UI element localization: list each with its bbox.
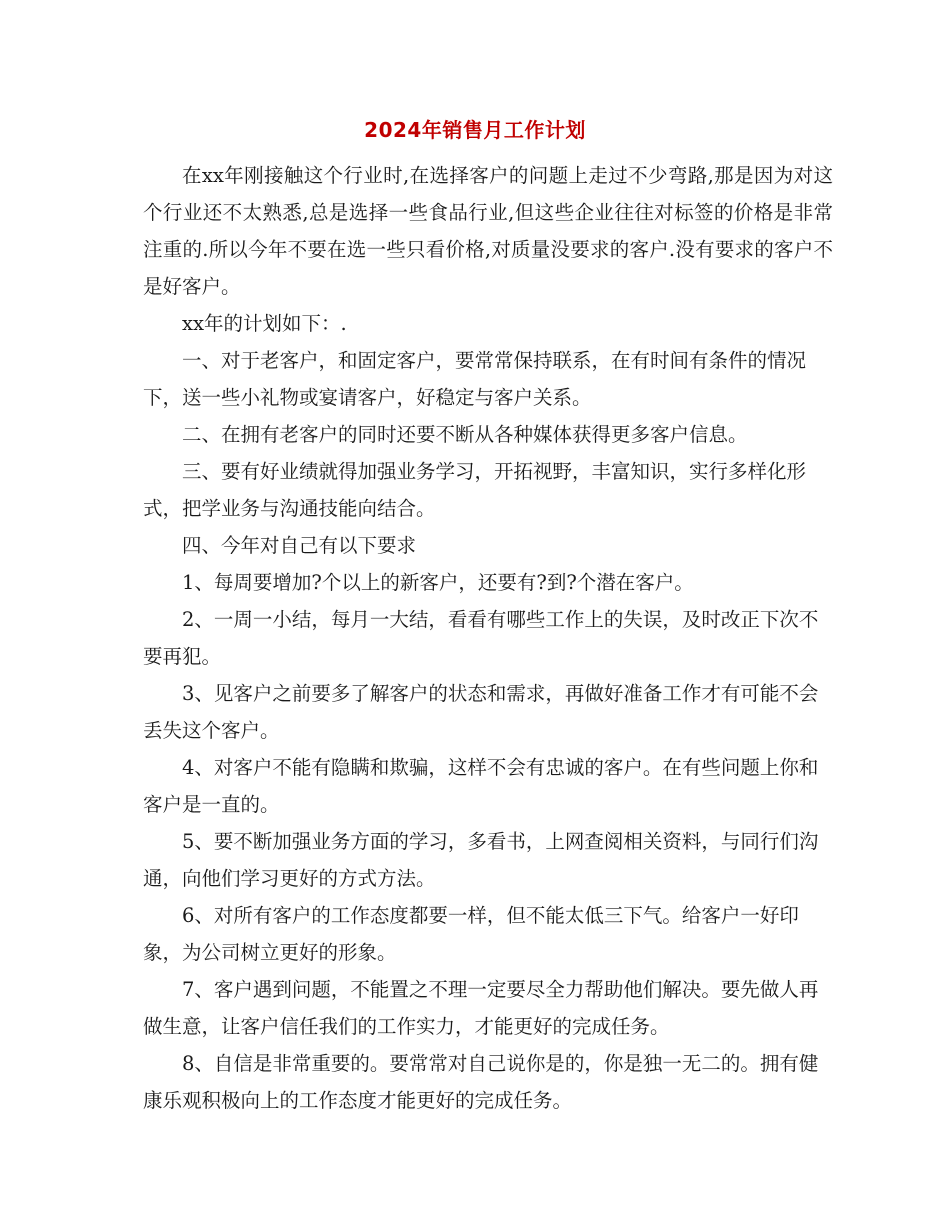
paragraph-requirement-5: 5、要不断加强业务方面的学习，多看书，上网查阅相关资料，与同行们沟通，向他们学习更好的方式方法。 — [143, 830, 819, 890]
paragraph-item-1: 一、对于老客户，和固定客户，要常常保持联系，在有时间有条件的情况下，送一些小礼物或宴请客户，好稳定与客户关系。 — [143, 349, 807, 409]
paragraph-item-2: 二、在拥有老客户的同时还要不断从各种媒体获得更多客户信息。 — [182, 423, 748, 446]
paragraph-requirement-7: 7、客户遇到问题，不能置之不理一定要尽全力帮助他们解决。要先做人再做生意，让客户信任我们的工作实力，才能更好的完成任务。 — [143, 978, 819, 1038]
paragraph-requirement-3: 3、见客户之前要多了解客户的状态和需求，再做好准备工作才有可能不会丢失这个客户。 — [143, 682, 819, 742]
paragraph-intro: 在xx年刚接触这个行业时,在选择客户的问题上走过不少弯路,那是因为对这个行业还不太熟悉,总是选择一些食品行业,但这些企业往往对标签的价格是非常注重的.所以今年不要在选一些只看价格,对质量没要求的客户.没有要求的客户不是好客户。 — [143, 164, 833, 298]
paragraph-requirement-6: 6、对所有客户的工作态度都要一样，但不能太低三下气。给客户一好印象，为公司树立更好的形象。 — [143, 904, 799, 964]
paragraph-plan-heading: xx年的计划如下：. — [182, 312, 347, 335]
paragraph-item-4: 四、今年对自己有以下要求 — [182, 534, 417, 557]
paragraph-requirement-1: 1、每周要增加?个以上的新客户，还要有?到?个潜在客户。 — [182, 571, 694, 594]
paragraph-requirement-4: 4、对客户不能有隐瞒和欺骗，这样不会有忠诚的客户。在有些问题上你和客户是一直的。 — [143, 756, 819, 816]
paragraph-requirement-8: 8、自信是非常重要的。要常常对自己说你是的，你是独一无二的。拥有健康乐观积极向上的工作态度才能更好的完成任务。 — [143, 1052, 819, 1112]
document-body — [143, 157, 833, 1119]
paragraph-item-3: 三、要有好业绩就得加强业务学习，开拓视野，丰富知识，实行多样化形式，把学业务与沟通技能向结合。 — [143, 460, 807, 520]
paragraph-requirement-2: 2、一周一小结，每月一大结，看看有哪些工作上的失误，及时改正下次不要再犯。 — [143, 608, 819, 668]
document-title: 2024年销售月工作计划 — [364, 118, 586, 142]
